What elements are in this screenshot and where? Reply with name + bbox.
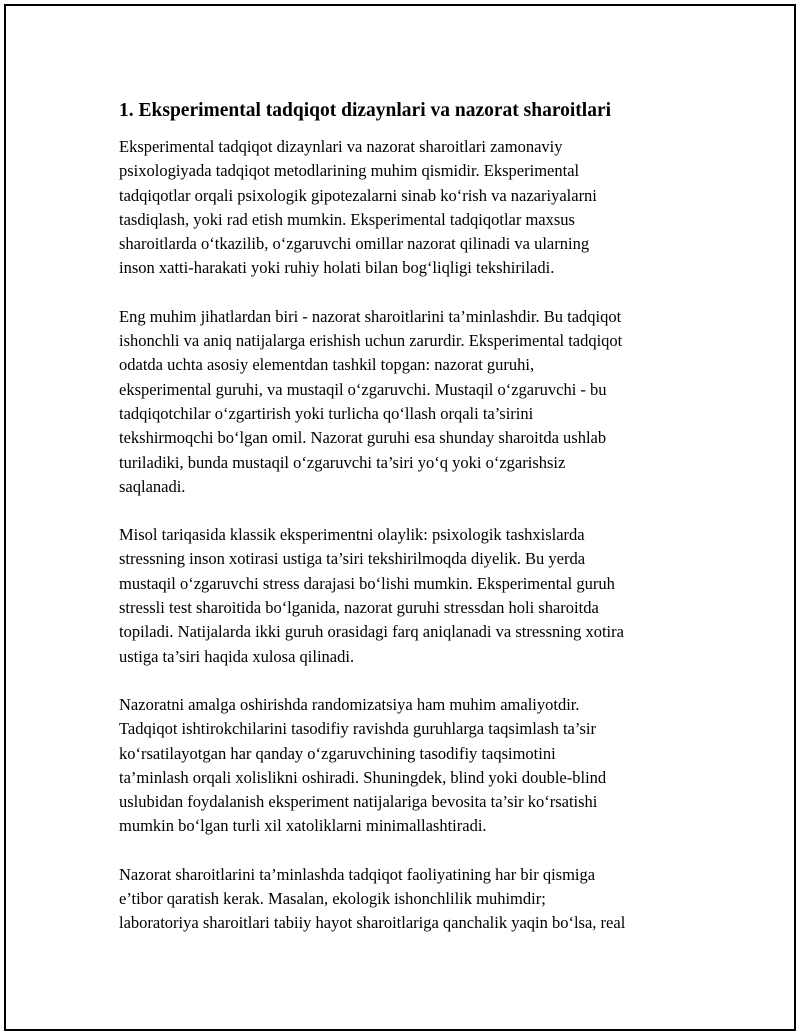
text-line: eksperimental guruhi, va mustaqil o‘zgaruvchi. Mustaqil o‘zgaruvchi - bu bbox=[119, 379, 607, 399]
text-line: laboratoriya sharoitlari tabiiy hayot sharoitlariga qanchalik yaqin bo‘lsa, real bbox=[119, 913, 626, 933]
text-line: Tadqiqot ishtirokchilarini tasodifiy ravishda guruhlarga taqsimlash ta’sir bbox=[119, 719, 596, 739]
text-line: psixologiyada tadqiqot metodlarining muhim qismidir. Eksperimental bbox=[119, 161, 580, 181]
text-line: ta’minlash orqali xolislikni oshiradi. Shuningdek, blind yoki double-blind bbox=[119, 767, 607, 787]
text-line: tekshirmoqchi bo‘lgan omil. Nazorat guruhi esa shunday sharoitda ushlab bbox=[119, 428, 607, 448]
text-line: e’tibor qaratish kerak. Masalan, ekologik ishonchlilik muhimdir; bbox=[119, 889, 546, 909]
text-line: topiladi. Natijalarda ikki guruh orasidagi farq aniqlanadi va stressning xotira bbox=[119, 622, 624, 642]
text-line: odatda uchta asosiy elementdan tashkil topgan: nazorat guruhi, bbox=[119, 355, 535, 375]
paragraph bbox=[119, 693, 709, 839]
text-line: Misol tariqasida klassik eksperimentni olaylik: psixologik tashxislarda bbox=[119, 525, 585, 545]
text-line: stressli test sharoitida bo‘lganida, nazorat guruhi stressdan holi sharoitda bbox=[119, 598, 599, 618]
document-page bbox=[4, 4, 796, 1031]
text-line: ko‘rsatilayotgan har qanday o‘zgaruvchining tasodifiy taqsimotini bbox=[119, 743, 556, 763]
text-line: tadqiqotlar orqali psixologik gipotezalarni sinab ko‘rish va nazariyalarni bbox=[119, 185, 597, 205]
document-body bbox=[119, 99, 709, 960]
section-heading: 1. Eksperimental tadqiqot dizaynlari va nazorat sharoitlari bbox=[119, 100, 612, 121]
paragraph bbox=[119, 135, 709, 281]
text-line: sharoitlarda o‘tkazilib, o‘zgaruvchi omillar nazorat qilinadi va ularning bbox=[119, 234, 590, 254]
text-line: inson xatti-harakati yoki ruhiy holati bilan bog‘liqligi tekshiriladi. bbox=[119, 258, 555, 278]
paragraph bbox=[119, 523, 709, 669]
text-line: Eng muhim jihatlardan biri - nazorat sharoitlarini ta’minlashdir. Bu tadqiqot bbox=[119, 306, 622, 326]
text-line: Nazorat sharoitlarini ta’minlashda tadqiqot faoliyatining har bir qismiga bbox=[119, 864, 596, 884]
text-line: Nazoratni amalga oshirishda randomizatsiya ham muhim amaliyotdir. bbox=[119, 694, 580, 714]
paragraph bbox=[119, 863, 709, 936]
text-line: Eksperimental tadqiqot dizaynlari va nazorat sharoitlari zamonaviy bbox=[119, 137, 563, 156]
text-line: uslubidan foydalanish eksperiment natijalariga bevosita ta’sir ko‘rsatishi bbox=[119, 792, 598, 812]
text-line: saqlanadi. bbox=[119, 476, 186, 496]
text-line: mustaqil o‘zgaruvchi stress darajasi bo‘lishi mumkin. Eksperimental guruh bbox=[119, 573, 615, 593]
text-line: stressning inson xotirasi ustiga ta’siri tekshirilmoqda diyelik. Bu yerda bbox=[119, 549, 586, 569]
text-line: ishonchli va aniq natijalarga erishish uchun zarurdir. Eksperimental tadqiqot bbox=[119, 331, 623, 351]
text-line: tasdiqlash, yoki rad etish mumkin. Eksperimental tadqiqotlar maxsus bbox=[119, 209, 575, 229]
text-line: tadqiqotchilar o‘zgartirish yoki turlicha qo‘llash orqali ta’sirini bbox=[119, 403, 534, 423]
text-line: ustiga ta’siri haqida xulosa qilinadi. bbox=[119, 646, 355, 666]
text-line: turiladiki, bunda mustaqil o‘zgaruvchi ta’siri yo‘q yoki o‘zgarishsiz bbox=[119, 452, 566, 472]
text-line: mumkin bo‘lgan turli xil xatoliklarni minimallashtiradi. bbox=[119, 816, 487, 836]
paragraph bbox=[119, 305, 709, 499]
